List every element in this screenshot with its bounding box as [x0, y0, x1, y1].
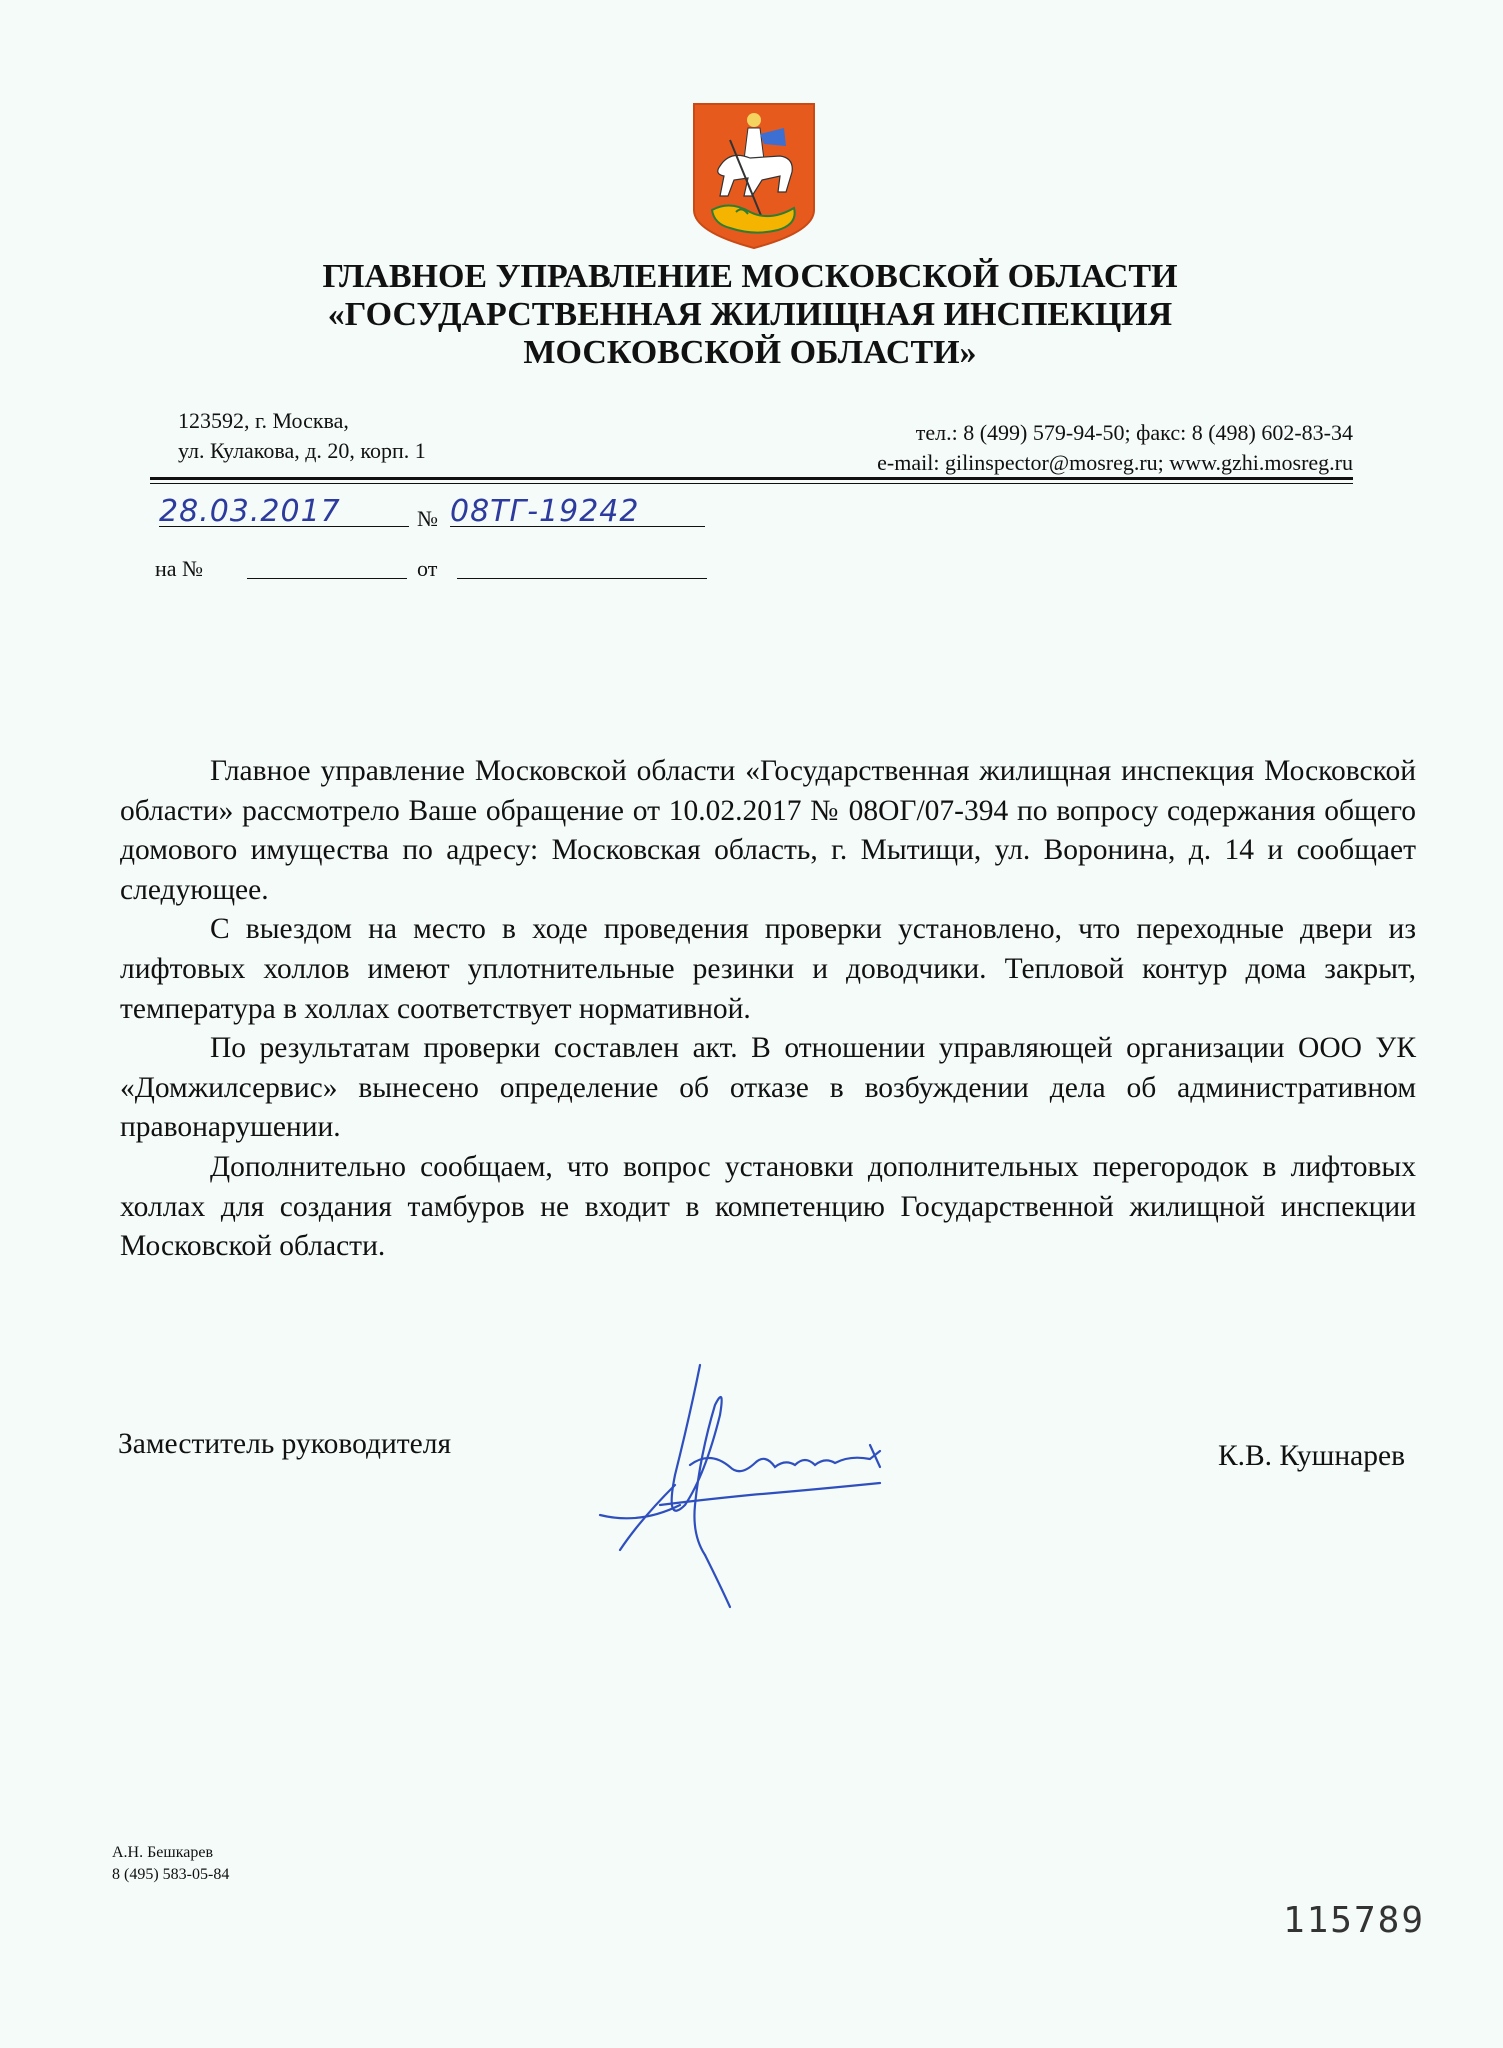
address-line-2: ул. Кулакова, д. 20, корп. 1 [178, 438, 426, 463]
email-web-line: e-mail: gilinspector@mosreg.ru; www.gzhi.mosreg.ru [877, 450, 1353, 475]
org-title-line-1: ГЛАВНОЕ УПРАВЛЕНИЕ МОСКОВСКОЙ ОБЛАСТИ [322, 258, 1178, 295]
reference-row [155, 552, 715, 588]
body-paragraph-3: По результатам проверки составлен акт. В отношении управляющей организации ООО УК «Домжилсервис» вынесено определение об отказе в возбуждении дела об административном правонарушении. [120, 1032, 1416, 1144]
org-title-line-2: «ГОСУДАРСТВЕННАЯ ЖИЛИЩНАЯ ИНСПЕКЦИЯ [327, 296, 1173, 333]
registration-number: 08ТГ-19242 [450, 494, 705, 527]
address-line-1: 123592, г. Москва, [178, 408, 349, 433]
handwritten-signature-icon [580, 1355, 910, 1610]
registration-number-label: № [417, 506, 438, 531]
document-serial-number: 115789 [1282, 1900, 1425, 1941]
signer-title: Заместитель руководителя [118, 1428, 452, 1460]
body-paragraph-1: Главное управление Московской области «Государственная жилищная инспекция Московской области» рассмотрело Ваше обращение от 10.02.2017 № 08ОГ/07-394 по вопросу содержания общего домового имущества по адресу: Московская область, г. Мытищи, ул. Воронина, д. 14 и сообщает следующее. [120, 755, 1416, 906]
org-title-line-3: МОСКОВСКОЙ ОБЛАСТИ» [523, 334, 977, 371]
postal-address [178, 406, 426, 466]
contact-info [877, 418, 1353, 478]
letter-body [120, 752, 1416, 1267]
header-divider-thick [150, 477, 1353, 480]
executor-info [112, 1842, 229, 1886]
signer-name: К.В. Кушнарев [1217, 1440, 1405, 1472]
reference-number-label: на № [155, 556, 204, 581]
organization-title [95, 258, 1405, 372]
reference-number-blank [247, 578, 407, 579]
executor-phone: 8 (495) 583-05-84 [112, 1866, 230, 1883]
executor-name: А.Н. Бешкарев [112, 1844, 214, 1861]
reference-date-blank [457, 578, 707, 579]
coat-of-arms-icon [690, 100, 818, 252]
registration-row [155, 494, 715, 534]
header-divider-thin [150, 483, 1353, 484]
body-paragraph-2: С выездом на место в ходе проведения проверки установлено, что переходные двери из лифтовых холлов имеют уплотнительные резинки и доводчики. Тепловой контур дома закрыт, температура в холлах соответствует нормативной. [120, 913, 1416, 1025]
body-paragraph-4: Дополнительно сообщаем, что вопрос установки дополнительных перегородок в лифтовых холлах для создания тамбуров не входит в компетенцию Государственной жилищной инспекции Московской области. [120, 1150, 1416, 1263]
reference-from-label: от [417, 556, 438, 581]
registration-date: 28.03.2017 [159, 494, 409, 527]
phone-fax-line: тел.: 8 (499) 579-94-50; факс: 8 (498) 602-83-34 [915, 420, 1353, 445]
